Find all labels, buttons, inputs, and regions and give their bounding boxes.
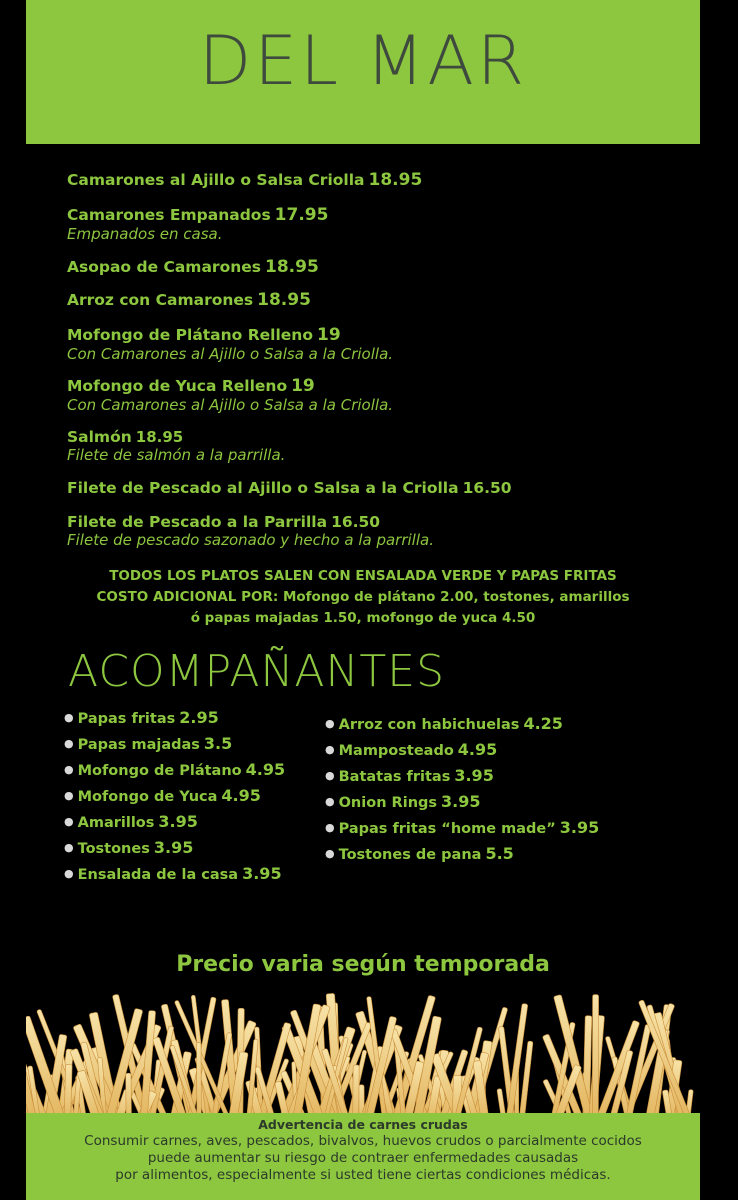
season-price-note: Precio varia según temporada — [176, 952, 550, 977]
list-item — [325, 844, 514, 863]
item-name: Filete de Pescado al Ajillo o Salsa a la Criolla — [67, 479, 459, 497]
side-name: Papas fritas “home made” — [338, 821, 556, 837]
list-item — [64, 864, 282, 883]
item-name: Asopao de Camarones — [67, 258, 261, 276]
menu-item — [67, 479, 687, 497]
item-price: 19 — [317, 325, 341, 345]
menu-item — [67, 170, 687, 190]
side-price: 2.95 — [179, 708, 219, 727]
side-name: Amarillos — [77, 815, 155, 831]
item-name: Camarones al Ajillo o Salsa Criolla — [67, 171, 365, 189]
item-name: Mofongo de Plátano Relleno — [67, 326, 313, 344]
list-item — [64, 734, 232, 753]
side-price: 3.95 — [242, 864, 282, 883]
list-item — [64, 812, 198, 831]
item-price: 18.95 — [135, 428, 184, 446]
bullet-dot-icon: ● — [325, 847, 335, 860]
warning-line: puede aumentar su riesgo de contraer enfermedades causadas — [147, 1150, 579, 1166]
item-name: Filete de Pescado a la Parrilla — [67, 513, 328, 531]
list-item — [325, 818, 599, 837]
bullet-dot-icon: ● — [325, 769, 335, 782]
additional-cost-note — [26, 566, 700, 629]
item-price: 19 — [291, 376, 315, 396]
fry-strand — [126, 1073, 132, 1115]
side-name: Arroz con habichuelas — [338, 717, 520, 733]
side-price: 5.5 — [485, 844, 514, 863]
bullet-dot-icon: ● — [64, 763, 74, 776]
note-line: COSTO ADICIONAL POR: Mofongo de plátano 2.00, tostones, amarillos — [96, 589, 630, 605]
side-name: Onion Rings — [338, 795, 438, 811]
fry-strand — [497, 1088, 507, 1115]
side-name: Tostones — [77, 841, 150, 857]
bullet-dot-icon: ● — [325, 821, 335, 834]
menu-item — [67, 376, 687, 414]
side-price: 4.95 — [457, 740, 498, 759]
menu-page — [26, 0, 700, 1200]
note-line: ó papas majadas 1.50, mofongo de yuca 4.50 — [190, 610, 536, 626]
item-description: Filete de salmón a la parrilla. — [67, 446, 286, 464]
item-price: 18.95 — [368, 170, 423, 190]
fry-strand — [592, 995, 598, 1115]
side-price: 3.95 — [158, 812, 198, 831]
bullet-dot-icon: ● — [64, 737, 74, 750]
menu-item — [67, 428, 687, 464]
list-item — [64, 786, 261, 805]
side-name: Ensalada de la casa — [77, 867, 239, 883]
side-name: Batatas fritas — [338, 769, 451, 785]
bullet-dot-icon: ● — [64, 815, 74, 828]
item-price: 16.50 — [331, 513, 381, 531]
item-description: Con Camarones al Ajillo o Salsa a la Criolla. — [67, 345, 394, 363]
side-price: 3.95 — [454, 766, 494, 785]
bullet-dot-icon: ● — [325, 717, 335, 730]
side-name: Mamposteado — [338, 743, 454, 759]
bullet-dot-icon: ● — [325, 743, 335, 756]
side-price: 3.95 — [153, 838, 194, 857]
fry-strand — [197, 1043, 202, 1115]
item-description: Con Camarones al Ajillo o Salsa a la Criolla. — [67, 396, 394, 414]
item-description: Filete de pescado sazonado y hecho a la parrilla. — [67, 531, 434, 549]
side-price: 3.95 — [559, 818, 600, 837]
item-name: Arroz con Camarones — [67, 291, 254, 309]
note-line: TODOS LOS PLATOS SALEN CON ENSALADA VERDE Y PAPAS FRITAS — [109, 568, 617, 584]
list-item — [325, 714, 563, 733]
item-description: Empanados en casa. — [67, 225, 223, 243]
menu-item — [67, 257, 687, 277]
menu-header — [26, 0, 700, 144]
warning-line: por alimentos, especialmente si usted tiene ciertas condiciones médicas. — [115, 1167, 611, 1183]
fry-strand — [64, 1064, 72, 1115]
bullet-dot-icon: ● — [64, 711, 74, 724]
sides-section-title: ACOMPAÑANTES — [68, 646, 445, 697]
warning-text — [26, 1133, 700, 1184]
menu-item — [67, 290, 687, 310]
side-price: 4.25 — [523, 714, 563, 733]
item-price: 18.95 — [265, 257, 319, 277]
item-name: Mofongo de Yuca Relleno — [67, 377, 288, 395]
side-name: Mofongo de Yuca — [77, 789, 218, 805]
item-price: 17.95 — [274, 205, 329, 225]
bullet-dot-icon: ● — [64, 789, 74, 802]
side-name: Papas majadas — [77, 737, 200, 753]
list-item — [64, 838, 193, 857]
side-name: Tostones de pana — [338, 847, 482, 863]
fry-strand — [353, 1065, 360, 1115]
page-title: DEL MAR — [198, 22, 528, 101]
side-price: 4.95 — [221, 786, 261, 805]
side-name: Papas fritas — [77, 711, 176, 727]
menu-item — [67, 205, 687, 243]
list-item — [64, 760, 285, 779]
raw-meat-warning — [26, 1113, 700, 1200]
bullet-dot-icon: ● — [64, 867, 74, 880]
side-price: 3.95 — [441, 792, 481, 811]
item-price: 18.95 — [257, 290, 311, 310]
side-price: 4.95 — [245, 760, 286, 779]
warning-title: Advertencia de carnes crudas — [258, 1117, 468, 1132]
bullet-dot-icon: ● — [64, 841, 74, 854]
bullet-dot-icon: ● — [325, 795, 335, 808]
item-price: 16.50 — [462, 479, 512, 497]
menu-item — [67, 513, 687, 549]
french-fries-illustration — [26, 985, 700, 1115]
list-item — [325, 792, 481, 811]
side-price: 3.5 — [203, 734, 233, 753]
menu-item — [67, 325, 687, 363]
side-name: Mofongo de Plátano — [77, 763, 242, 779]
list-item — [325, 740, 497, 759]
list-item — [325, 766, 494, 785]
item-name: Camarones Empanados — [67, 206, 271, 224]
warning-line: Consumir carnes, aves, pescados, bivalvos, huevos crudos o parcialmente cocidos — [84, 1133, 642, 1149]
list-item — [64, 708, 219, 727]
item-name: Salmón — [67, 428, 132, 446]
